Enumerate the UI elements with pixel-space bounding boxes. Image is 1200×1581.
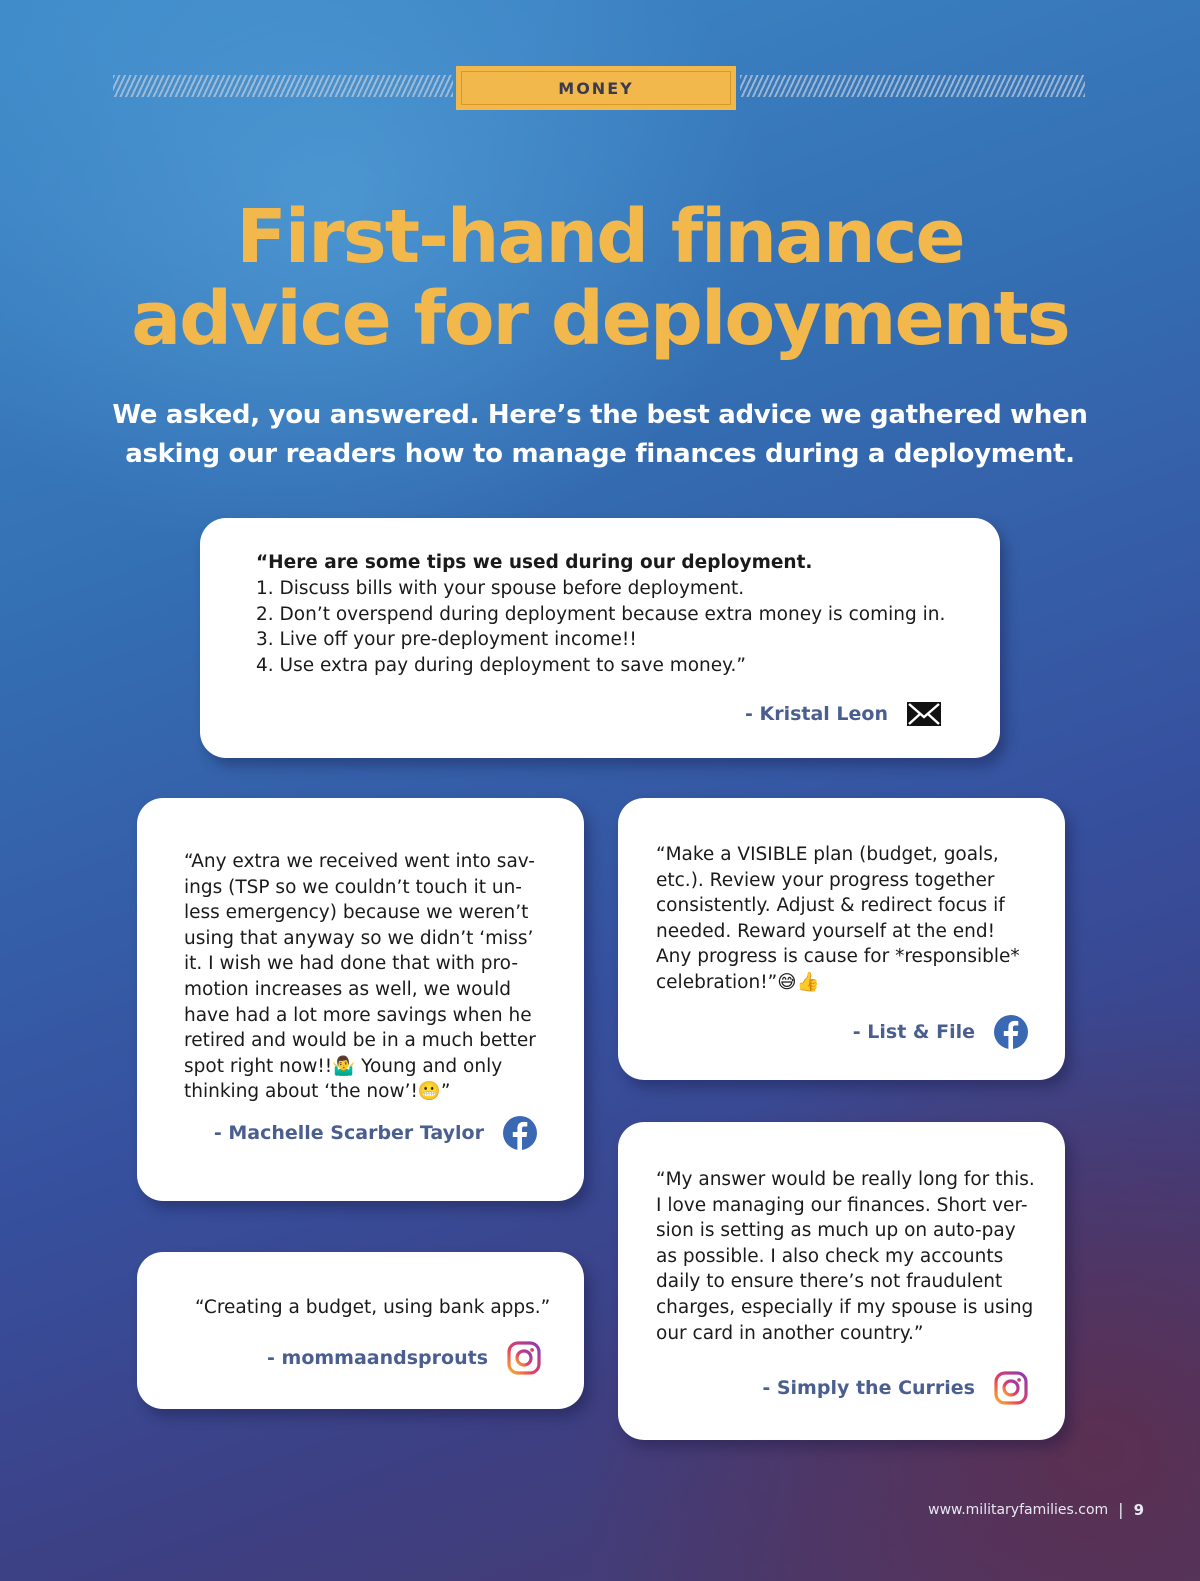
page-title: [0, 196, 1200, 360]
facebook-icon: [993, 1014, 1029, 1050]
quote-card-kristal-leon: [200, 518, 1000, 758]
quote-line: 1. Discuss bills with your spouse before deployment.: [256, 577, 745, 599]
instagram-icon: [506, 1340, 542, 1376]
decorative-stripes-left: [113, 75, 453, 97]
author-name: - Simply the Curries: [762, 1377, 975, 1399]
quote-line: charges, especially if my spouse is using: [656, 1296, 1034, 1318]
author-row: [853, 1014, 1029, 1050]
quote-line: it. I wish we had done that with pro-: [184, 953, 518, 975]
author-row: [267, 1340, 542, 1376]
quote-line: 4. Use extra pay during deployment to save money.”: [256, 655, 746, 677]
quote-line: 3. Live off your pre-deployment income!!: [256, 629, 637, 651]
quote-line: Any progress is cause for *responsible*: [656, 946, 1020, 968]
subtitle-line-2: asking our readers how to manage finances during a deployment.: [125, 439, 1075, 469]
envelope-icon: [906, 696, 942, 732]
quote-card-simply-the-curries: [618, 1122, 1065, 1440]
quote-line: less emergency) because we weren’t: [184, 902, 529, 924]
quote-line: daily to ensure there’s not fraudulent: [656, 1271, 1003, 1293]
quote-line: I love managing our finances. Short ver-: [656, 1194, 1028, 1216]
quote-line: ings (TSP so we couldn’t touch it un-: [184, 876, 522, 898]
page-footer: [928, 1500, 1144, 1519]
quote-line: our card in another country.”: [656, 1322, 924, 1344]
quote-text: [656, 842, 1056, 996]
author-name: - Machelle Scarber Taylor: [213, 1122, 484, 1144]
quote-line: using that anyway so we didn’t ‘miss’: [184, 927, 534, 949]
quote-text: [256, 550, 976, 679]
author-row: [214, 1115, 538, 1151]
quote-line: celebration!”😅👍: [656, 971, 820, 993]
author-name: - mommaandsprouts: [267, 1347, 488, 1369]
quote-line: spot right now!!🤷‍♂️ Young and only: [184, 1055, 503, 1077]
facebook-icon: [502, 1115, 538, 1151]
quote-line: retired and would be in a much better: [184, 1030, 536, 1052]
quote-line: needed. Reward yourself at the end!: [656, 920, 996, 942]
subtitle-line-1: We asked, you answered. Here’s the best advice we gathered when: [112, 400, 1088, 430]
author-name: - Kristal Leon: [744, 703, 888, 725]
quote-line: as possible. I also check my accounts: [656, 1245, 1004, 1267]
author-name: - List & File: [852, 1021, 975, 1043]
quote-line: etc.). Review your progress together: [656, 869, 995, 891]
quote-line: motion increases as well, we would: [184, 978, 512, 1000]
page-subtitle: [100, 396, 1100, 474]
decorative-stripes-right: [740, 75, 1085, 97]
quote-line: consistently. Adjust & redirect focus if: [656, 895, 1005, 917]
footer-separator: |: [1118, 1500, 1124, 1519]
quote-line: “Here are some tips we used during our deployment.: [256, 552, 813, 573]
quote-line: sion is setting as much up on auto-pay: [656, 1220, 1016, 1242]
quote-line: 2. Don’t overspend during deployment because extra money is coming in.: [256, 603, 946, 625]
footer-website: www.militaryfamilies.com: [928, 1501, 1109, 1518]
author-row: [762, 1370, 1029, 1406]
quote-card-list-and-file: [618, 798, 1065, 1080]
quote-text: [184, 849, 564, 1105]
quote-line: thinking about ‘the now’!😬”: [184, 1081, 451, 1103]
page-number: 9: [1133, 1500, 1144, 1519]
author-row: [745, 696, 942, 732]
instagram-icon: [993, 1370, 1029, 1406]
quote-card-mommaandsprouts: [137, 1252, 584, 1409]
quote-line: “Any extra we received went into sav-: [184, 851, 535, 872]
quote-card-machelle-scarber-taylor: [137, 798, 584, 1201]
quote-line: “Creating a budget, using bank apps.”: [195, 1297, 551, 1318]
section-tag: MONEY: [456, 66, 736, 110]
page-title-line-2: advice for deployments: [131, 276, 1069, 362]
quote-line: “Make a VISIBLE plan (budget, goals,: [656, 844, 999, 865]
quote-text: [195, 1295, 575, 1321]
quote-line: “My answer would be really long for this.: [656, 1169, 1035, 1190]
quote-line: have had a lot more savings when he: [184, 1004, 532, 1026]
page-title-line-1: First-hand finance: [236, 194, 964, 280]
quote-text: [656, 1167, 1061, 1346]
